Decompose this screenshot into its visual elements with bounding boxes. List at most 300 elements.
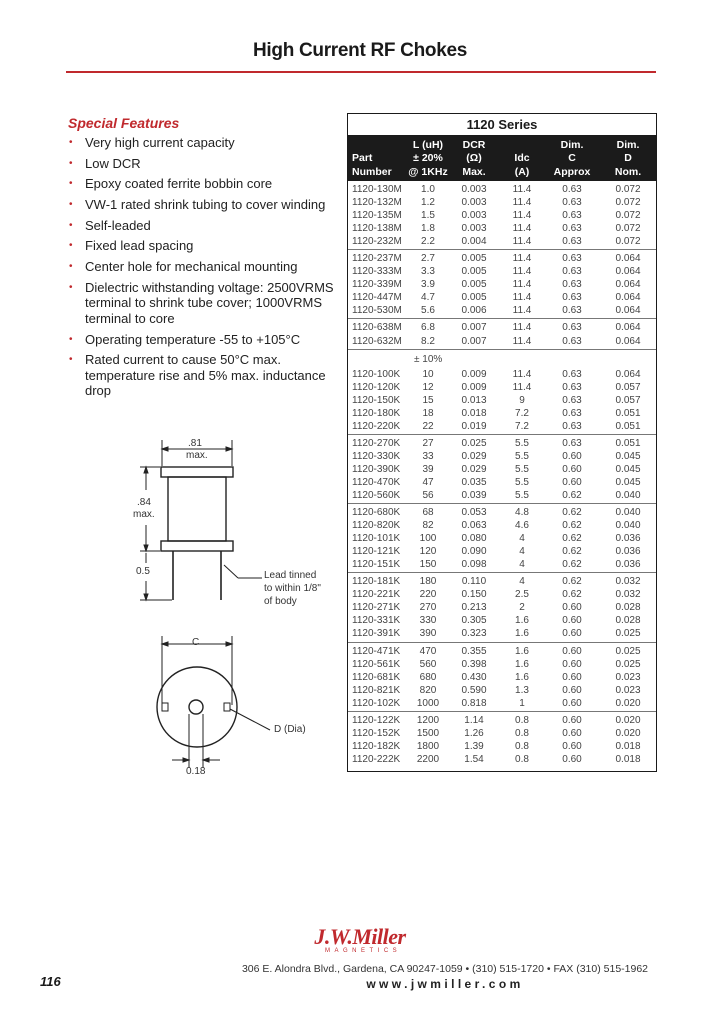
bullet-icon: •	[69, 157, 73, 169]
table-row	[348, 335, 656, 348]
feature-text: Low DCR	[85, 155, 141, 171]
table-cell: 2.7	[421, 253, 435, 265]
table-cell: 0.63	[562, 184, 582, 195]
table-cell: 0.039	[461, 489, 487, 501]
header-line: Dim.	[616, 138, 640, 151]
table-cell: 33	[422, 450, 434, 462]
table-cell: 0.60	[562, 714, 582, 726]
table-cell: 1120-638M	[352, 322, 402, 334]
table-cell: 9	[519, 394, 525, 406]
table-cell: 0.590	[461, 684, 487, 696]
lead-note-1: Lead tinned	[264, 570, 317, 581]
row-group	[348, 181, 656, 250]
table-cell: 0.040	[615, 507, 641, 519]
table-cell: 11.4	[512, 197, 532, 209]
feature-item	[68, 176, 338, 192]
table-cell: 0.62	[562, 559, 582, 571]
table-cell: 0.63	[562, 236, 582, 248]
table-cell: 4	[519, 576, 525, 588]
header-line: DCR	[462, 138, 486, 151]
table-cell: 0.080	[461, 533, 487, 545]
table-cell: 1.54	[464, 753, 484, 765]
feature-text: Fixed lead spacing	[85, 238, 194, 254]
table-cell: 0.020	[615, 727, 641, 739]
table-cell: 1120-333M	[352, 266, 402, 278]
table-cell: 3.3	[421, 266, 435, 278]
table-cell: 0.60	[562, 753, 582, 765]
table-cell: 1120-270K	[352, 437, 401, 449]
table-cell: 1120-447M	[352, 292, 402, 304]
table-cell: 0.020	[615, 714, 641, 726]
row-group	[348, 435, 656, 504]
table-cell: 1120-232M	[352, 236, 402, 248]
table-cell: 0.62	[562, 533, 582, 545]
table-cell: 0.60	[562, 628, 582, 640]
header-line: Dim.	[560, 138, 584, 151]
table-cell: 0.045	[615, 450, 641, 462]
table-cell: 0.62	[562, 546, 582, 558]
table-row	[348, 545, 656, 558]
table-cell: 120	[419, 546, 437, 558]
header-dcr	[448, 136, 500, 181]
table-row	[348, 252, 656, 265]
table-cell: 0.025	[615, 645, 641, 657]
table-cell: 0.072	[615, 184, 641, 195]
table-header	[348, 136, 656, 181]
table-cell: 0.63	[562, 210, 582, 222]
choke-bottom-flange	[161, 541, 233, 551]
table-cell: 0.032	[615, 589, 641, 601]
table-cell: 1120-135M	[352, 210, 402, 222]
table-body	[348, 181, 656, 771]
table-cell: 5.6	[421, 305, 435, 317]
feature-text: Very high current capacity	[85, 135, 235, 150]
table-cell: 0.064	[615, 292, 641, 304]
table-cell: 0.018	[615, 740, 641, 752]
table-cell: 0.028	[615, 615, 641, 627]
table-cell: 1120-821K	[352, 684, 401, 696]
table-cell: 1120-120K	[352, 381, 401, 393]
table-row	[348, 407, 656, 420]
table-cell: 1120-681K	[352, 671, 401, 683]
table-row	[348, 658, 656, 671]
table-cell: 0.028	[615, 602, 641, 614]
table-cell: 0.60	[562, 727, 582, 739]
table-cell: 1120-632M	[352, 335, 402, 347]
table-cell: 0.60	[562, 476, 582, 488]
table-cell: 0.064	[615, 322, 641, 334]
table-row	[348, 489, 656, 502]
page-number: 116	[40, 974, 61, 989]
width-dim-label: .81	[188, 438, 202, 449]
table-cell: 0.090	[461, 546, 487, 558]
feature-item	[68, 218, 338, 234]
table-cell: 180	[419, 576, 437, 588]
table-cell: 1120-150K	[352, 394, 401, 406]
table-cell: 7.2	[515, 407, 529, 419]
center-hole	[189, 700, 203, 714]
table-cell: 0.62	[562, 489, 582, 501]
table-cell: 0.8	[515, 727, 529, 739]
table-row	[348, 209, 656, 222]
feature-text: Rated current to cause 50°C max. temperature rise and 5% max. inductance drop	[85, 352, 326, 399]
bullet-icon: •	[69, 354, 73, 366]
table-cell: 0.006	[461, 305, 487, 317]
table-cell: 0.023	[615, 684, 641, 696]
table-cell: 470	[419, 645, 437, 657]
table-row	[348, 627, 656, 640]
table-cell: 5.5	[515, 450, 529, 462]
table-cell: 39	[422, 463, 434, 475]
table-cell: 1120-470K	[352, 476, 401, 488]
table-row	[348, 740, 656, 753]
table-cell: 12	[422, 381, 434, 393]
table-cell: 5.5	[515, 437, 529, 449]
table-cell: 1.8	[421, 223, 435, 235]
table-cell: 27	[422, 437, 434, 449]
table-row	[348, 575, 656, 588]
table-cell: 0.051	[615, 437, 641, 449]
table-cell: 11.4	[512, 305, 532, 317]
table-row	[348, 278, 656, 291]
header-line: Part	[352, 152, 373, 164]
table-cell: 0.063	[461, 520, 487, 532]
table-cell: 0.007	[461, 335, 487, 347]
table-cell: 0.025	[615, 658, 641, 670]
table-cell: 0.057	[615, 394, 641, 406]
table-cell: 0.62	[562, 576, 582, 588]
table-cell: 0.005	[461, 279, 487, 291]
table-cell: 1120-100K	[352, 368, 401, 380]
table-cell: 1.26	[464, 727, 484, 739]
table-cell: 0.63	[562, 381, 582, 393]
bullet-icon: •	[69, 137, 73, 148]
table-row	[348, 697, 656, 710]
table-cell: 1120-180K	[352, 407, 401, 419]
features-list	[68, 135, 338, 404]
table-cell: 0.63	[562, 335, 582, 347]
table-row	[348, 450, 656, 463]
table-cell: 2	[519, 602, 525, 614]
table-cell: 1120-130M	[352, 184, 402, 195]
table-cell: 0.430	[461, 671, 487, 683]
table-cell: 0.150	[461, 589, 487, 601]
table-cell: 0.064	[615, 335, 641, 347]
table-cell: 1500	[416, 727, 440, 739]
bullet-icon: •	[69, 178, 73, 190]
table-cell: 0.036	[615, 559, 641, 571]
table-cell: 0.63	[562, 279, 582, 291]
table-row	[348, 437, 656, 450]
dim-d-label: D (Dia)	[274, 724, 306, 735]
table-cell: 1120-339M	[352, 279, 402, 291]
table-cell: 0.8	[515, 714, 529, 726]
table-cell: 0.60	[562, 602, 582, 614]
bullet-icon: •	[69, 333, 73, 345]
table-cell: 11.4	[512, 279, 532, 291]
lead-note-3: of body	[264, 596, 297, 607]
table-cell: 1200	[416, 714, 440, 726]
table-cell: 3.9	[421, 279, 435, 291]
row-group	[348, 250, 656, 319]
table-cell: 0.072	[615, 223, 641, 235]
table-cell: 1120-390K	[352, 463, 401, 475]
table-cell: 0.009	[461, 368, 487, 380]
table-cell: 0.62	[562, 589, 582, 601]
row-group	[348, 643, 656, 712]
table-cell: 0.013	[461, 394, 487, 406]
table-cell: 0.63	[562, 437, 582, 449]
table-cell: 0.60	[562, 615, 582, 627]
table-cell: 4.8	[515, 507, 529, 519]
header-line: (A)	[514, 165, 530, 178]
table-cell: 0.009	[461, 381, 487, 393]
table-cell: 0.8	[515, 740, 529, 752]
table-row	[348, 291, 656, 304]
table-cell: 11.4	[512, 223, 532, 235]
table-cell: 1120-102K	[352, 697, 401, 709]
table-cell: 4	[519, 559, 525, 571]
table-cell: 1.6	[515, 645, 529, 657]
row-group	[348, 573, 656, 642]
table-cell: 1120-132M	[352, 197, 402, 209]
table-cell: 0.63	[562, 253, 582, 265]
table-cell: 0.040	[615, 520, 641, 532]
table-cell: 0.018	[615, 753, 641, 765]
table-cell: 0.035	[461, 476, 487, 488]
table-cell: 4	[519, 533, 525, 545]
feature-item	[68, 332, 338, 348]
row-group	[348, 319, 656, 349]
table-cell: 1120-222K	[352, 753, 401, 765]
choke-body	[168, 477, 226, 541]
table-cell: 1120-560K	[352, 489, 401, 501]
feature-text: Self-leaded	[85, 217, 151, 233]
table-cell: 0.63	[562, 368, 582, 380]
table-cell: 0.036	[615, 546, 641, 558]
table-cell: 0.064	[615, 305, 641, 317]
table-cell: 1120-151K	[352, 559, 401, 571]
table-cell: 0.60	[562, 740, 582, 752]
lead-dim-label: 0.5	[136, 566, 150, 577]
table-cell: 1120-220K	[352, 420, 401, 432]
table-cell: 15	[422, 394, 434, 406]
table-cell: 0.045	[615, 463, 641, 475]
header-line: L (uH)	[412, 138, 444, 151]
table-cell: 0.064	[615, 279, 641, 291]
table-cell: 11.4	[512, 368, 532, 380]
feature-item	[68, 280, 338, 327]
table-cell: 1120-680K	[352, 507, 401, 519]
table-row	[348, 394, 656, 407]
table-cell: 5.5	[515, 489, 529, 501]
table-cell: 560	[419, 658, 437, 670]
width-max-label: max.	[186, 450, 208, 461]
table-cell: 0.029	[461, 450, 487, 462]
table-cell: 0.60	[562, 463, 582, 475]
table-cell: 2.2	[421, 236, 435, 248]
table-cell: 1120-330K	[352, 450, 401, 462]
table-cell: 1.39	[464, 740, 484, 752]
table-cell: 82	[422, 520, 434, 532]
table-cell: 0.072	[615, 197, 641, 209]
header-line: Nom.	[614, 165, 642, 178]
table-cell: 1.6	[515, 658, 529, 670]
table-cell: 47	[422, 476, 434, 488]
table-cell: 5.5	[515, 476, 529, 488]
header-line: (Ω)	[466, 152, 482, 164]
header-line: ± 20%	[413, 152, 443, 164]
table-cell: 1.6	[515, 615, 529, 627]
table-cell: 0.818	[461, 697, 487, 709]
table-cell: 0.004	[461, 236, 487, 248]
table-row	[348, 420, 656, 433]
header-dim-d	[604, 136, 652, 181]
table-cell: 11.4	[512, 266, 532, 278]
company-address: 306 E. Alondra Blvd., Gardena, CA 90247-1059 • (310) 515-1720 • FAX (310) 515-1962	[241, 963, 649, 975]
table-cell: 0.355	[461, 645, 487, 657]
table-cell: 11.4	[512, 322, 532, 334]
table-cell: 0.064	[615, 253, 641, 265]
table-cell: 1120-271K	[352, 602, 401, 614]
table-cell: 11.4	[512, 335, 532, 347]
table-cell: 0.62	[562, 520, 582, 532]
table-cell: 0.60	[562, 697, 582, 709]
table-cell: 0.63	[562, 394, 582, 406]
table-row	[348, 532, 656, 545]
table-cell: 0.064	[615, 368, 641, 380]
table-cell: 0.040	[615, 489, 641, 501]
table-cell: 270	[419, 602, 437, 614]
table-cell: 0.025	[461, 437, 487, 449]
table-cell: 0.60	[562, 658, 582, 670]
bullet-icon: •	[69, 261, 73, 273]
header-line: D	[624, 152, 632, 164]
table-row	[348, 727, 656, 740]
table-cell: 0.398	[461, 658, 487, 670]
table-row	[348, 601, 656, 614]
company-logo: J.W.Miller	[314, 924, 406, 949]
table-cell: 0.003	[461, 210, 487, 222]
table-row	[348, 476, 656, 489]
lead-pad-right	[224, 703, 230, 711]
height-max-label: max.	[133, 509, 155, 520]
table-cell: 0.003	[461, 197, 487, 209]
logo-subtitle: MAGNETICS	[325, 948, 402, 954]
table-cell: 100	[419, 533, 437, 545]
table-cell: 11.4	[512, 210, 532, 222]
table-cell: 0.007	[461, 322, 487, 334]
table-cell: 2200	[416, 753, 440, 765]
table-cell: 0.003	[461, 184, 487, 195]
header-line: Number	[352, 165, 392, 178]
table-cell: 1120-530M	[352, 305, 402, 317]
table-cell: 0.032	[615, 576, 641, 588]
table-row	[348, 519, 656, 532]
table-row	[348, 222, 656, 235]
table-cell: 0.63	[562, 322, 582, 334]
table-cell: 1120-121K	[352, 546, 401, 558]
table-cell: 0.098	[461, 559, 487, 571]
table-cell: 0.064	[615, 266, 641, 278]
table-cell: 1800	[416, 740, 440, 752]
table-cell: 0.60	[562, 684, 582, 696]
table-row	[348, 265, 656, 278]
table-row	[348, 588, 656, 601]
table-row	[348, 506, 656, 519]
lead-pad-left	[162, 703, 168, 711]
table-cell: 1120-101K	[352, 533, 401, 545]
table-cell: 1120-152K	[352, 727, 401, 739]
row-group	[348, 712, 656, 767]
table-cell: 0.60	[562, 671, 582, 683]
feature-item	[68, 197, 338, 213]
feature-text: Center hole for mechanical mounting	[85, 259, 298, 275]
table-cell: 0.005	[461, 253, 487, 265]
table-row	[348, 368, 656, 381]
table-cell: 0.020	[615, 697, 641, 709]
table-cell: 1120-561K	[352, 658, 401, 670]
page-title: High Current RF Chokes	[252, 40, 468, 61]
table-cell: 0.63	[562, 420, 582, 432]
table-cell: 1120-471K	[352, 645, 401, 657]
table-cell: 330	[419, 615, 437, 627]
table-cell: 56	[422, 489, 434, 501]
bullet-icon: •	[69, 240, 73, 252]
table-row	[348, 753, 656, 766]
feature-text: Operating temperature -55 to +105°C	[85, 331, 301, 347]
bullet-icon: •	[69, 281, 73, 293]
title-rule	[66, 71, 656, 73]
table-cell: 1.14	[464, 714, 484, 726]
website-link[interactable]: www.jwmiller.com	[366, 977, 524, 991]
table-cell: 1120-182K	[352, 740, 401, 752]
header-part-number	[352, 136, 392, 181]
table-cell: 1.5	[421, 210, 435, 222]
table-row	[348, 671, 656, 684]
table-cell: 68	[422, 507, 434, 519]
table-cell: 1120-221K	[352, 589, 401, 601]
table-cell: 1120-122K	[352, 714, 401, 726]
table-cell: 0.045	[615, 476, 641, 488]
table-cell: 4.6	[515, 520, 529, 532]
feature-item	[68, 259, 338, 275]
table-cell: 0.63	[562, 197, 582, 209]
table-cell: 0.63	[562, 407, 582, 419]
table-cell: 0.8	[515, 753, 529, 765]
table-cell: 0.63	[562, 305, 582, 317]
lead-note-2: to within 1/8"	[264, 583, 321, 594]
feature-text: Dielectric withstanding voltage: 2500VRMS terminal to shrink tube cover; 1000VRMS terminal to core	[85, 279, 334, 326]
table-cell: 1120-391K	[352, 628, 401, 640]
table-cell: 1.3	[515, 684, 529, 696]
table-cell: 6.8	[421, 322, 435, 334]
table-cell: 0.051	[615, 407, 641, 419]
table-row	[348, 196, 656, 209]
feature-item	[68, 156, 338, 172]
table-cell: 1.0	[421, 184, 435, 195]
table-cell: 1.2	[421, 197, 435, 209]
table-cell: 150	[419, 559, 437, 571]
table-cell: 0.110	[461, 576, 487, 588]
table-cell: 10	[422, 368, 434, 380]
series-title: 1120 Series	[348, 114, 656, 136]
table-cell: 0.003	[461, 223, 487, 235]
choke-bottom-circle	[157, 667, 237, 747]
series-table	[347, 113, 657, 772]
feature-item	[68, 352, 338, 399]
table-row	[348, 684, 656, 697]
